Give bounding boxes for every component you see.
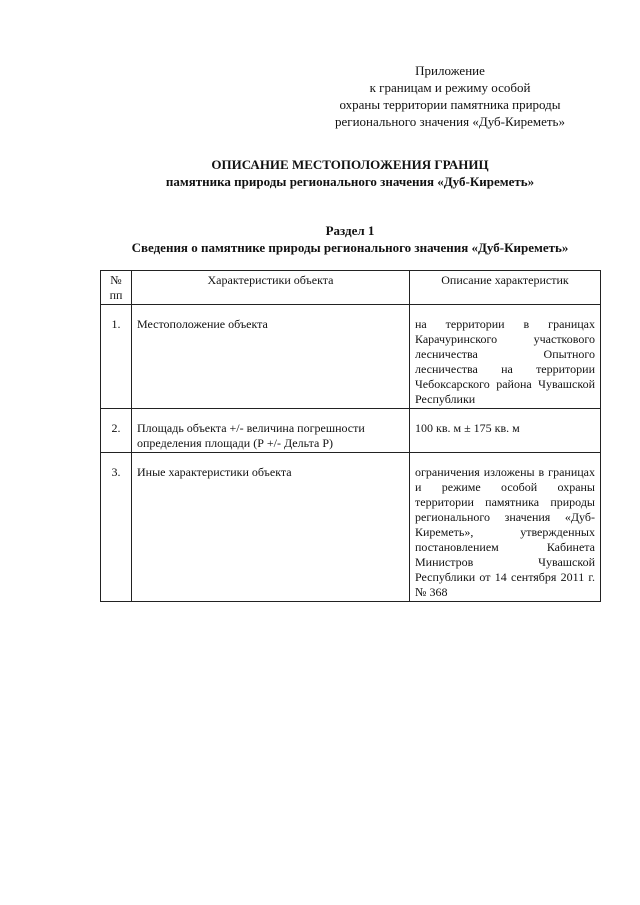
row-description: 100 кв. м ± 175 кв. м bbox=[410, 409, 601, 453]
document-title-line-1: ОПИСАНИЕ МЕСТОПОЛОЖЕНИЯ ГРАНИЦ bbox=[211, 157, 489, 172]
appendix-line-3: охраны территории памятника природы bbox=[339, 97, 561, 112]
table-row bbox=[101, 453, 601, 602]
appendix-line-2: к границам и режиму особой bbox=[369, 80, 531, 95]
header-num: № пп bbox=[101, 271, 132, 305]
row-num: 3. bbox=[101, 453, 132, 602]
section-number: Раздел 1 bbox=[325, 223, 375, 238]
row-characteristic: Местоположение объекта bbox=[132, 305, 410, 409]
document-title-line-2: памятника природы регионального значения «Дуб-Киреметь» bbox=[165, 174, 535, 189]
section-subheading: Сведения о памятнике природы регионального значения «Дуб-Киреметь» bbox=[131, 240, 569, 255]
table-header-row bbox=[101, 271, 601, 305]
row-description: на территории в границах Карачуринского участкового лесничества Опытного лесничества на территории Чебоксарского района Чувашской Республики bbox=[410, 305, 601, 409]
appendix-line-1: Приложение bbox=[415, 63, 485, 78]
row-num: 2. bbox=[101, 409, 132, 453]
table-row bbox=[101, 409, 601, 453]
object-info-table bbox=[100, 270, 601, 602]
row-description: ограничения изложены в границах и режиме особой охраны территории памятника природы регионального значения «Дуб-Киреметь», утвержденных постановлением Кабинета Министров Чувашской Республики от 14 сентября 2011 г. № 368 bbox=[410, 453, 601, 602]
row-num: 1. bbox=[101, 305, 132, 409]
appendix-line-4: регионального значения «Дуб-Киреметь» bbox=[335, 114, 565, 129]
header-characteristic: Характеристики объекта bbox=[132, 271, 410, 305]
section-heading bbox=[0, 222, 640, 256]
appendix-header bbox=[300, 62, 600, 130]
header-description: Описание характеристик bbox=[410, 271, 601, 305]
row-characteristic: Площадь объекта +/- величина погрешности определения площади (Р +/- Дельта Р) bbox=[132, 409, 410, 453]
row-characteristic: Иные характеристики объекта bbox=[132, 453, 410, 602]
document-title bbox=[0, 156, 640, 190]
table-row bbox=[101, 305, 601, 409]
